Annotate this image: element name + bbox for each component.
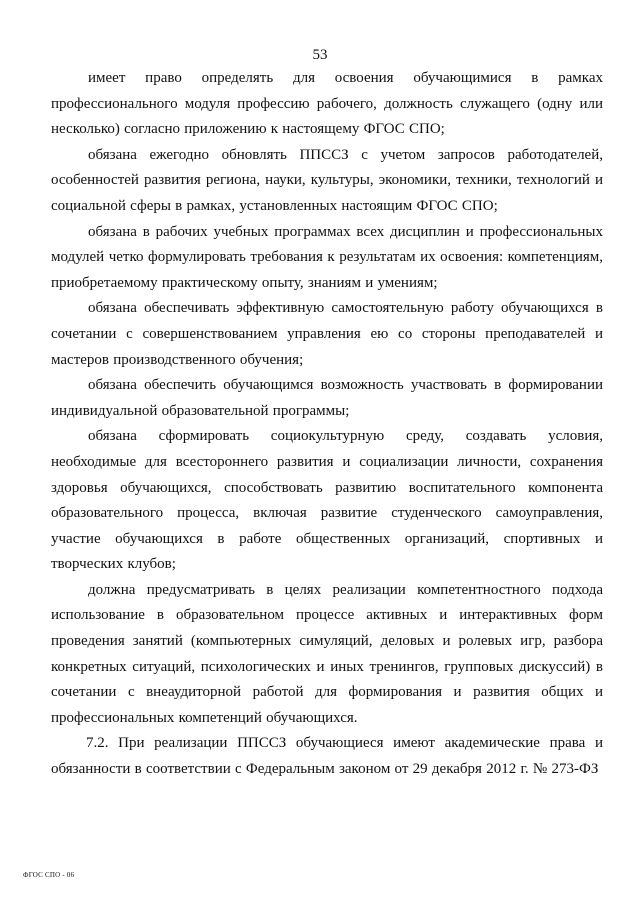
paragraph-independent-work-obligation: обязана обеспечивать эффективную самостоятельную работу обучающихся в сочетании с совершенствованием управления ею со стороны преподавателей и мастеров производственного обучения; xyxy=(51,300,603,368)
footer-document-code: ФГОС СПО - 06 xyxy=(23,871,75,879)
paragraph-interactive-methods-obligation: должна предусматривать в целях реализации компетентностного подхода использование в образовательном процессе активных и интерактивных форм проведения занятий (компьютерных симуляций, деловых и ролевых игр, разбора конкретных ситуаций, психологических и иных тренингов, групповых дискуссий) в сочетании с внеаудиторной работой для формирования и развития общих и профессиональных компетенций обучающихся. xyxy=(51,581,603,726)
paragraph-program-profession-right: имеет право определять для освоения обучающимися в рамках профессионального модуля профессию рабочего, должность служащего (одну или несколько) согласно приложению к настоящему ФГОС СПО; xyxy=(51,70,603,138)
paragraph-learning-outcomes-obligation: обязана в рабочих учебных программах всех дисциплин и профессиональных модулей четко формулировать требования к результатам их освоения: компетенциям, приобретаемому практическому опыту, знаниям и умениям; xyxy=(51,223,603,291)
paragraph-individual-program-obligation: обязана обеспечить обучающимся возможность участвовать в формировании индивидуальной образовательной программы; xyxy=(51,377,603,419)
document-body xyxy=(51,66,603,783)
section-7-2-paragraph: 7.2. При реализации ППССЗ обучающиеся имеют академические права и обязанности в соответствии с Федеральным законом от 29 декабря 2012 г. № 273-ФЗ xyxy=(51,735,603,778)
page-number: 53 xyxy=(312,47,328,63)
paragraph-annual-update-obligation: обязана ежегодно обновлять ППССЗ с учетом запросов работодателей, особенностей развития региона, науки, культуры, экономики, техники, технологий и социальной сферы в рамках, установленных настоящим ФГОС СПО; xyxy=(51,146,603,214)
paragraph-sociocultural-environment-obligation: обязана сформировать социокультурную среду, создавать условия, необходимые для всестороннего развития и социализации личности, сохранения здоровья обучающихся, способствовать развитию воспитательного компонента образовательного процесса, включая развитие студенческого самоуправления, участие обучающихся в работе общественных организаций, спортивных и творческих клубов; xyxy=(51,428,603,573)
